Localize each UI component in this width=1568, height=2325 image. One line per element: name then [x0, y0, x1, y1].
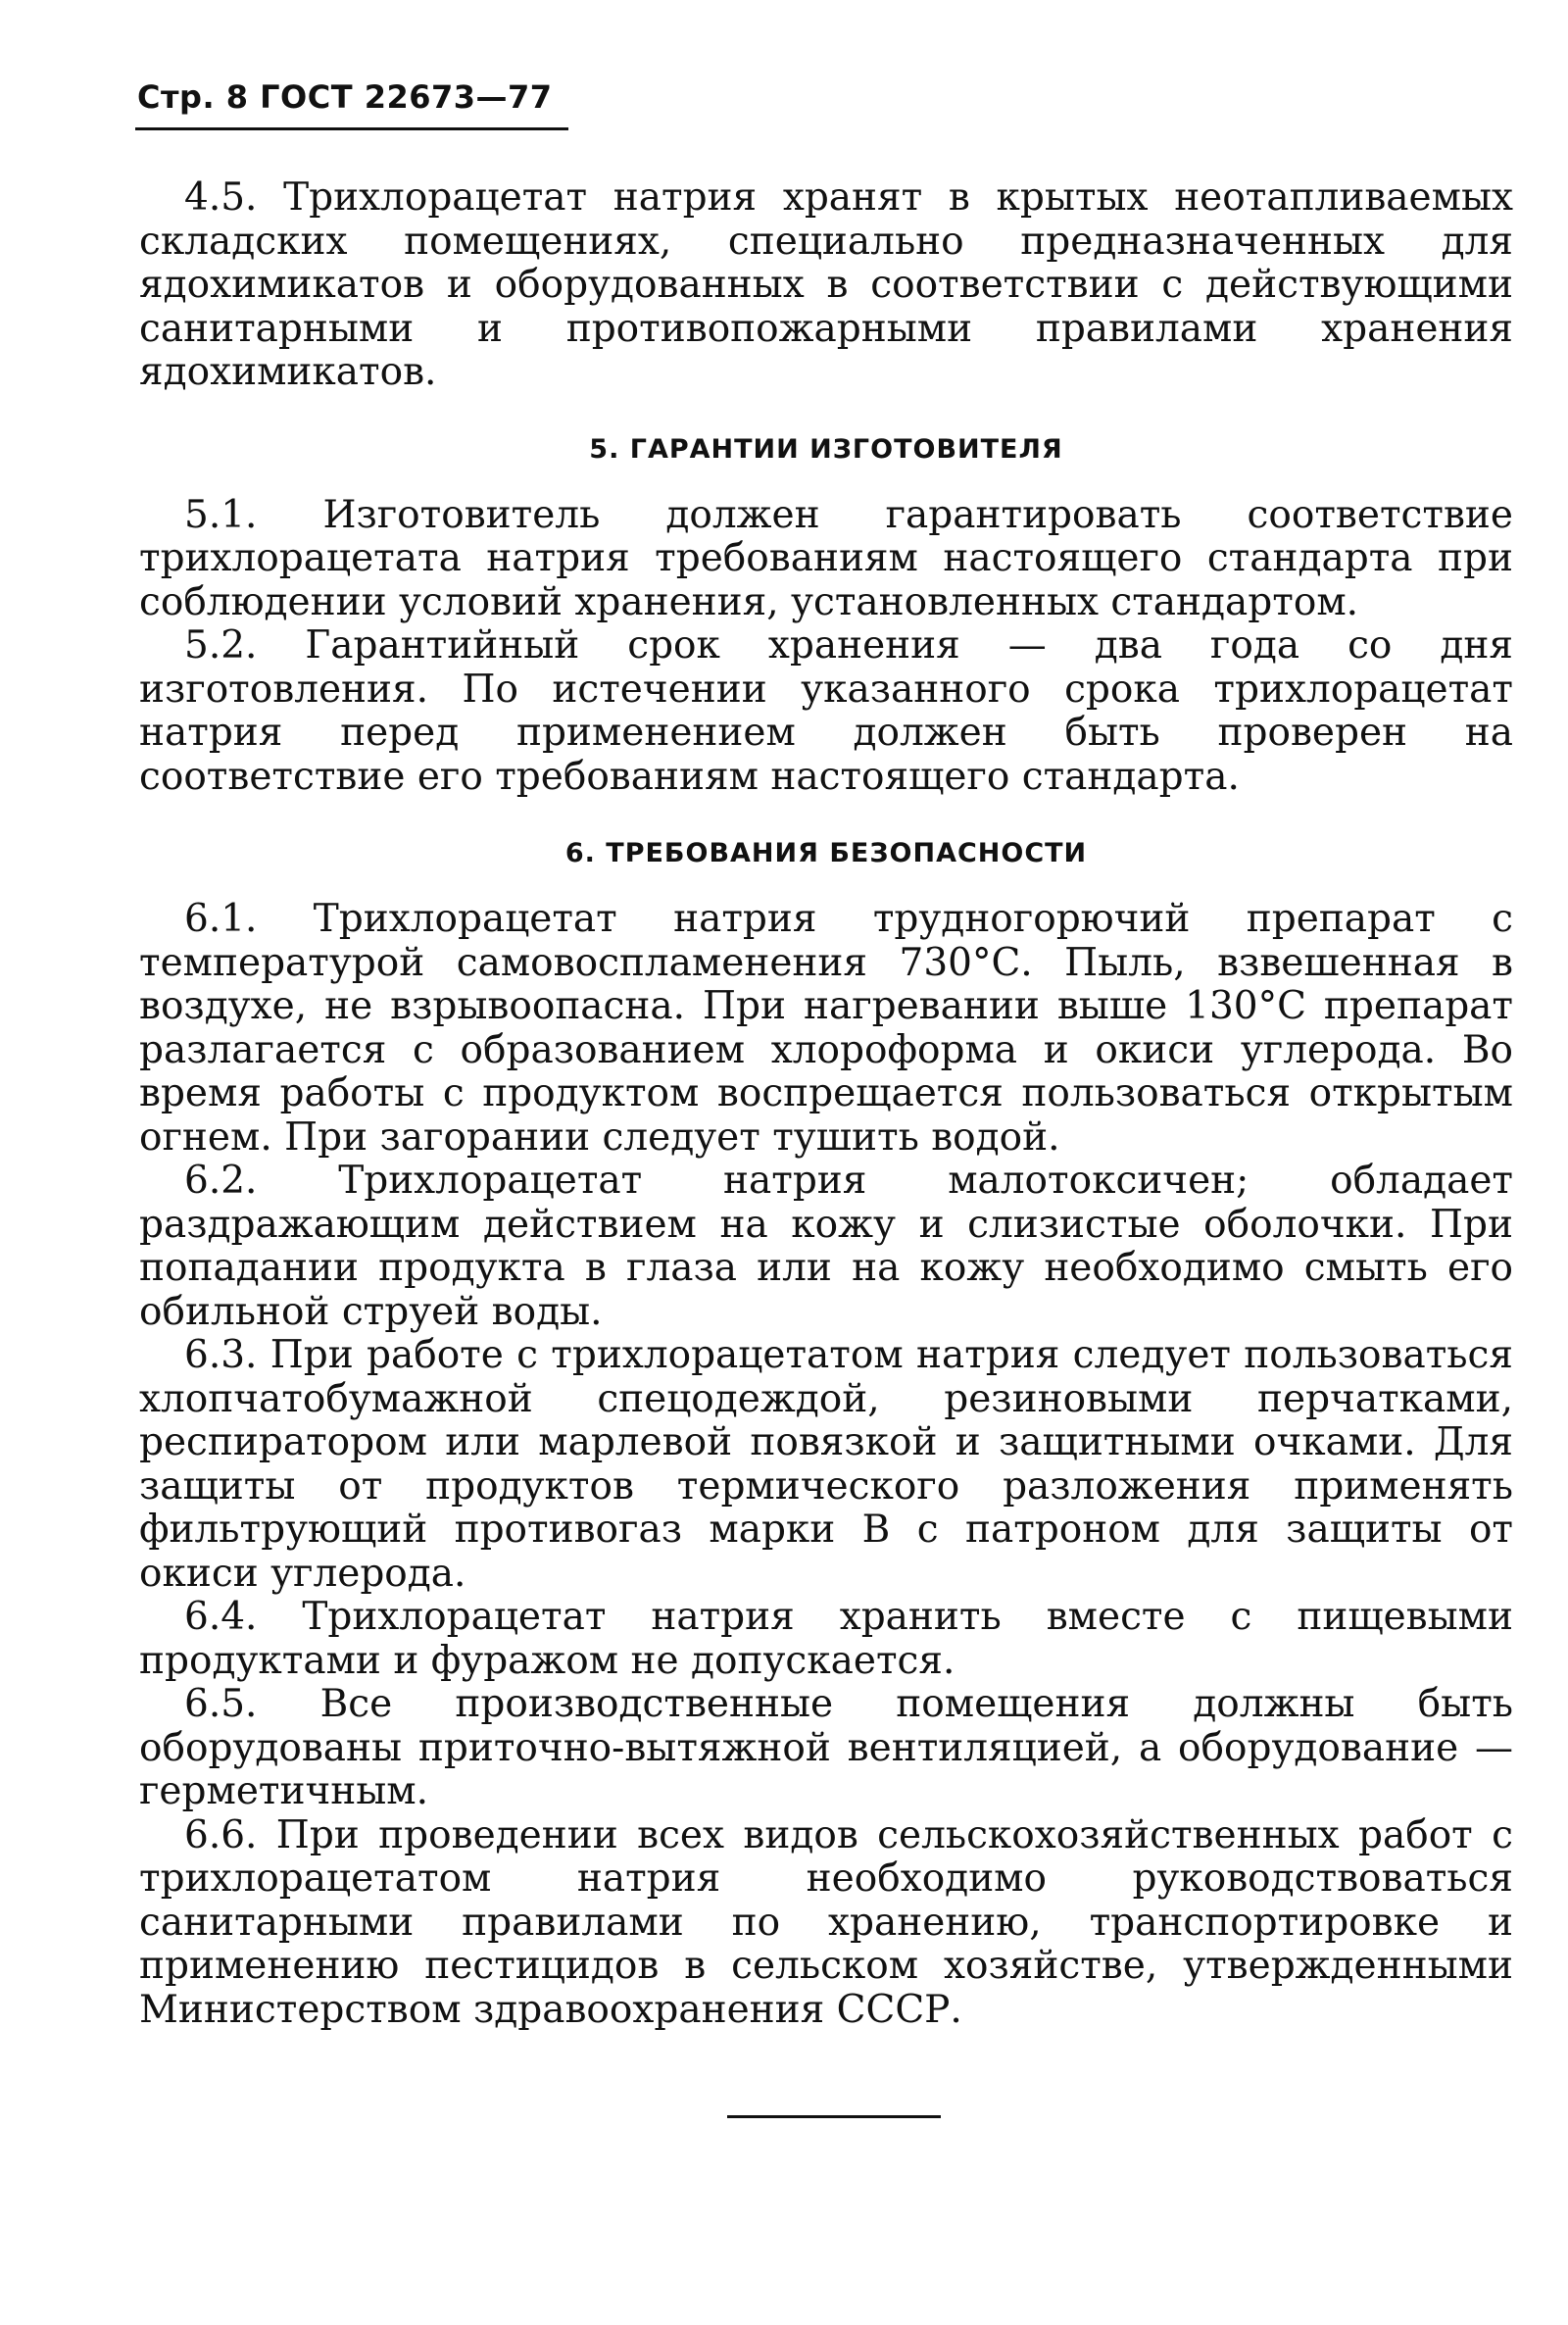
document-body — [139, 175, 1513, 2032]
paragraph-6-4: 6.4. Трихлорацетат натрия хранить вместе с пищевыми продуктами и фуражом не допускается. — [139, 1595, 1513, 1683]
section-heading-5: 5. ГАРАНТИИ ИЗГОТОВИТЕЛЯ — [589, 433, 1063, 465]
section-heading-6: 6. ТРЕБОВАНИЯ БЕЗОПАСНОСТИ — [564, 838, 1088, 868]
paragraph-6-1: 6.1. Трихлорацетат натрия трудногорючий препарат с температурой самовоспламенения 730°С. Пыль, взвешенная в воздухе, не взрывоопасна. При нагревании выше 130°С препарат разлагается с образованием хлороформа и окиси углерода. Во время работы с продуктом воспрещается пользоваться открытым огнем. При загорании следует тушить водой. — [139, 897, 1513, 1160]
paragraph-5-1: 5.1. Изготовитель должен гарантировать соответствие трихлорацетата натрия требованиям настоящего стандарта при соблюдении условий хранения, установленных стандартом. — [139, 492, 1513, 624]
end-divider — [727, 2115, 941, 2118]
paragraph-6-3: 6.3. При работе с трихлорацетатом натрия следует пользоваться хлопчатобумажной спецодеждой, резиновыми перчатками, респиратором или марлевой повязкой и защитными очками. Для защиты от продуктов термического разложения применять фильтрующий противогаз марки В с патроном для защиты от окиси углерода. — [139, 1333, 1513, 1596]
page-header: Стр. 8 ГОСТ 22673—77 — [137, 78, 553, 116]
paragraph-6-5: 6.5. Все производственные помещения должны быть оборудованы приточно-вытяжной вентиляцией, а оборудование — герметичным. — [139, 1682, 1513, 1813]
paragraph-5-2: 5.2. Гарантийный срок хранения — два года со дня изготовления. По истечении указанного срока трихлорацетат натрия перед применением должен быть проверен на соответствие его требованиям настоящего стандарта. — [139, 623, 1513, 799]
paragraph-6-2: 6.2. Трихлорацетат натрия малотоксичен; обладает раздражающим действием на кожу и слизистые оболочки. При попадании продукта в глаза или на кожу необходимо смыть его обильной струей воды. — [139, 1159, 1513, 1334]
paragraph-6-6: 6.6. При проведении всех видов сельскохозяйственных работ с трихлорацетатом натрия необходимо руководствоваться санитарными правилами по хранению, транспортировке и применению пестицидов в сельском хозяйстве, утвержденными Министерством здравоохранения СССР. — [139, 1812, 1513, 2032]
paragraph-4-5: 4.5. Трихлорацетат натрия хранят в крытых неотапливаемых складских помещениях, специально предназначенных для ядохимикатов и оборудованных в соответствии с действующими санитарными и противопожарными правилами хранения ядохимикатов. — [139, 175, 1513, 394]
header-divider — [135, 127, 568, 130]
